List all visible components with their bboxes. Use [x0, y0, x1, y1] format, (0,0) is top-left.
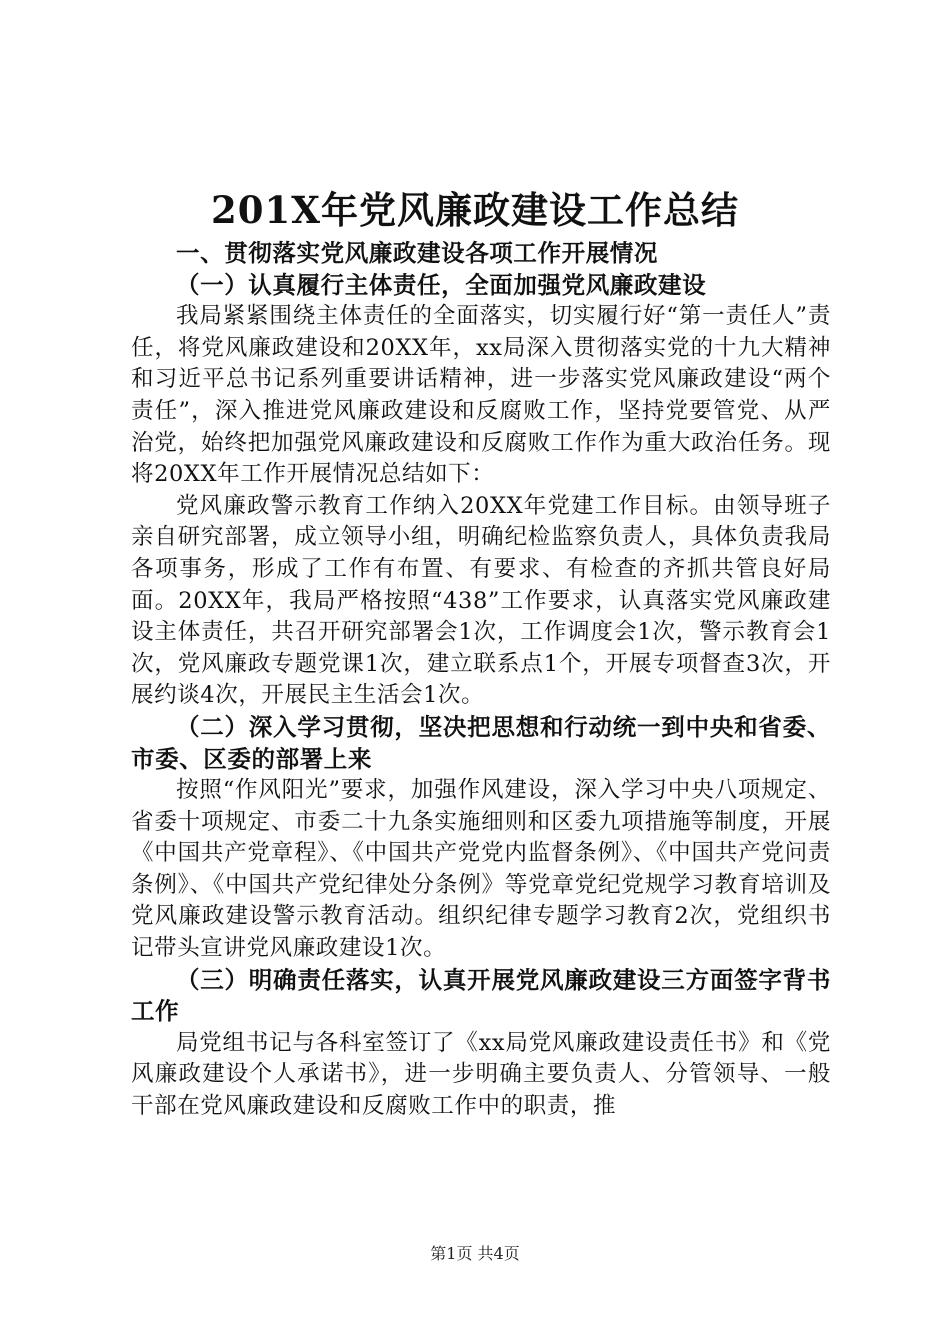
- document-body: [131, 238, 831, 1123]
- heading-level-1: 一、贯彻落实党风廉政建设各项工作开展情况: [176, 239, 658, 267]
- section-1-heading: （一）认真履行主体责任，全面加强党风廉政建设: [176, 270, 707, 299]
- section-2-paragraph: 按照“作风阳光”要求，加强作风建设，深入学习中央八项规定、省委十项规定、市委二十九条实施细则和区委九项措施等制度，开展《中国共产党章程》、《中国共产党党内监督条例》、《中国共产党问责条例》、《中国共产党纪律处分条例》等党章党纪党规学习教育培训及党风廉政建设警示教育活动。组织纪律专题学习教育2次，党组织书记带头宣讲党风廉政建设1次。: [131, 777, 831, 962]
- section-1-paragraph-1: 我局紧紧围绕主体责任的全面落实，切实履行好“第一责任人”责任，将党风廉政建设和20XX年，xx局深入贯彻落实党的十九大精神和习近平总书记系列重要讲话精神，进一步落实党风廉政建设“两个责任”，深入推进党风廉政建设和反腐败工作，坚持党要管党、从严治党，始终把加强党风廉政建设和反腐败工作作为重大政治任务。现将20XX年工作开展情况总结如下：: [131, 303, 831, 488]
- section-2-heading: （二）深入学习贯彻，坚决把思想和行动统一到中央和省委、市委、区委的部署上来: [131, 712, 831, 773]
- section-1-paragraph-2: 党风廉政警示教育工作纳入20XX年党建工作目标。由领导班子亲自研究部署，成立领导小组，明确纪检监察负责人，具体负责我局各项事务，形成了工作有布置、有要求、有检查的齐抓共管良好局面。20XX年，我局严格按照“438”工作要求，认真落实党风廉政建设主体责任，共召开研究部署会1次，工作调度会1次，警示教育会1次，党风廉政专题党课1次，建立联系点1个，开展专项督查3次，开展约谈4次，开展民主生活会1次。: [131, 492, 831, 709]
- section-3-heading: （三）明确责任落实，认真开展党风廉政建设三方面签字背书工作: [131, 965, 831, 1026]
- page-number-footer: 第1页 共4页: [430, 1244, 520, 1263]
- document-title: 201X年党风廉政建设工作总结: [211, 188, 739, 232]
- section-3-paragraph: 局党组书记与各科室签订了《xx局党风廉政建设责任书》和《党风廉政建设个人承诺书》，进一步明确主要负责人、分管领导、一般干部在党风廉政建设和反腐败工作中的职责，推: [131, 1029, 831, 1120]
